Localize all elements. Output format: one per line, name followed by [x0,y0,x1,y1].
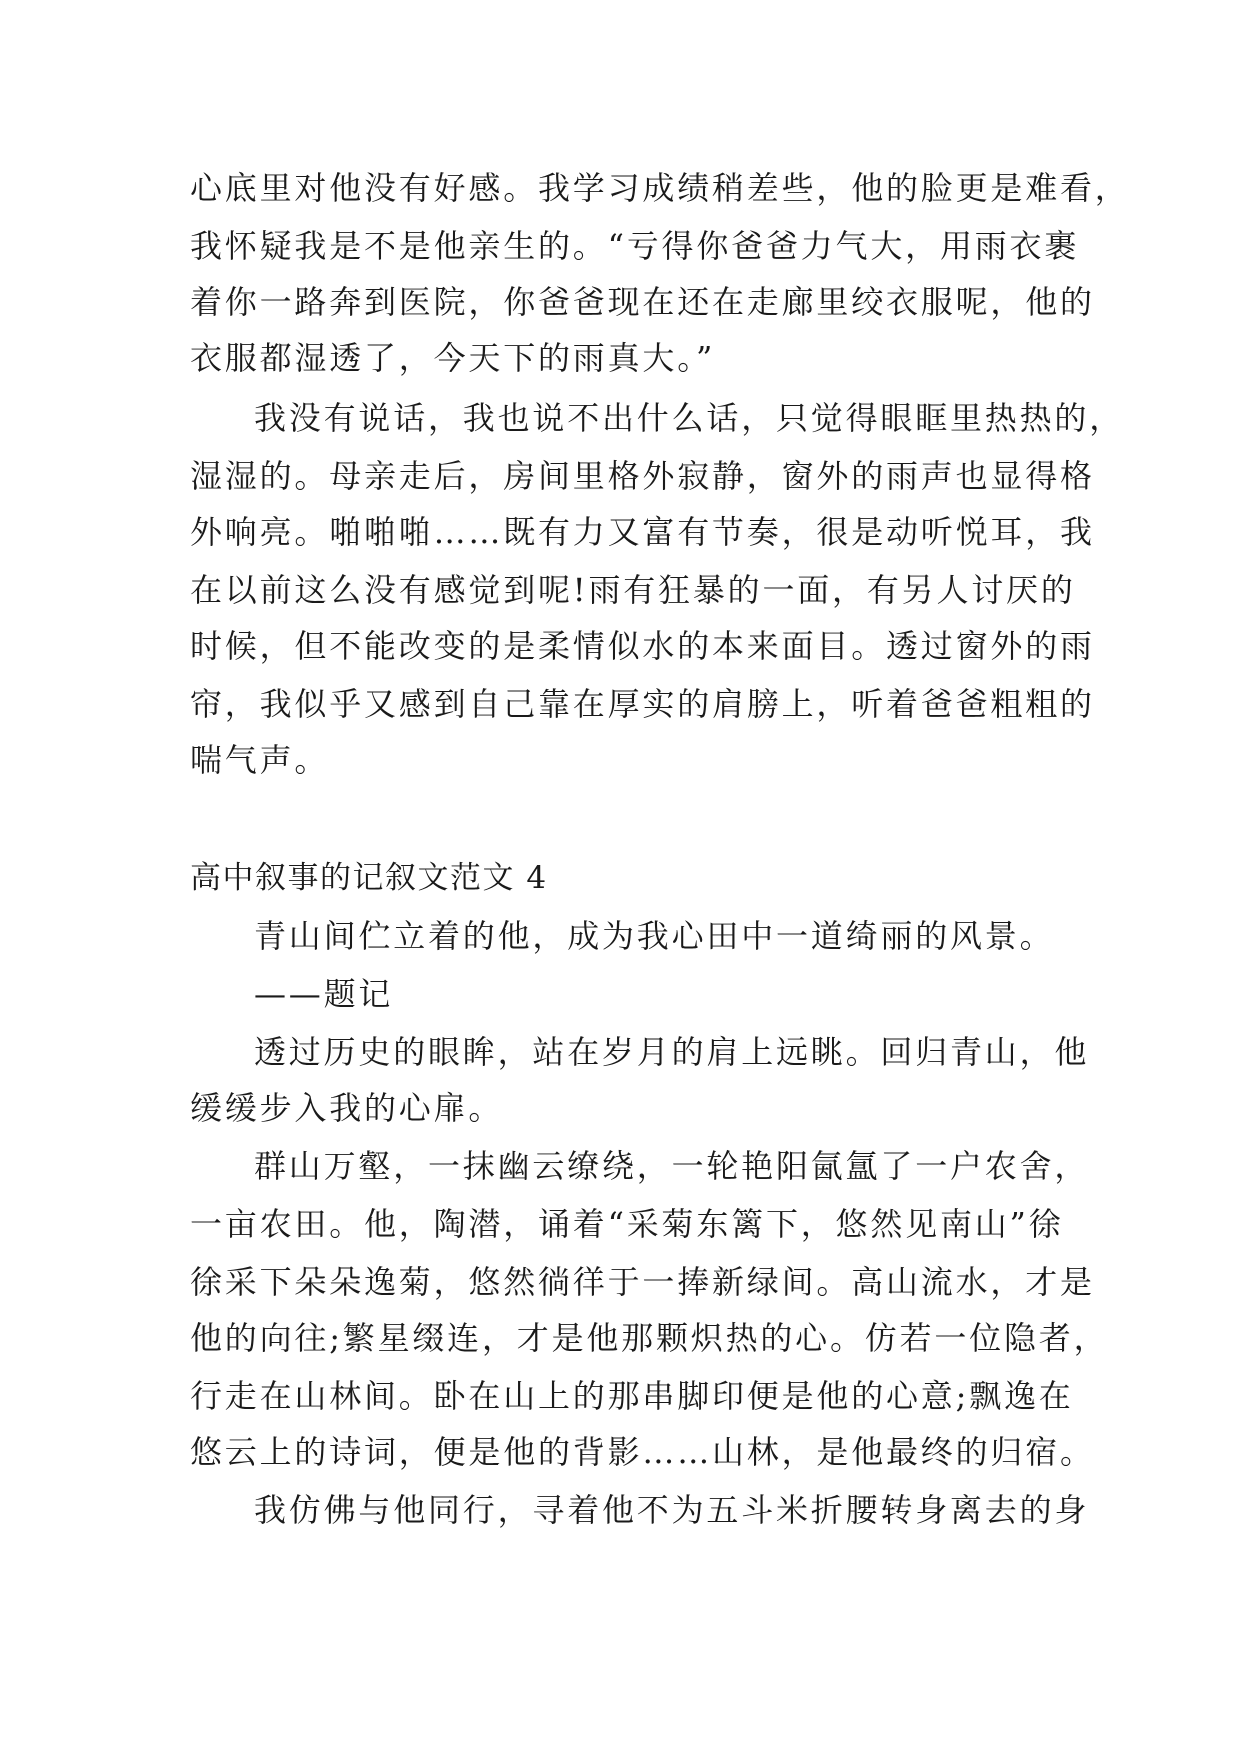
paragraph-line: 湿湿的。母亲走后，房间里格外寂静，窗外的雨声也显得格 [190,457,1095,495]
section-title: 高中叙事的记叙文范文 4 [190,860,548,896]
paragraph-line: 我没有说话，我也说不出什么话，只觉得眼眶里热热的， [254,399,1125,437]
paragraph-line: 一亩农田。他，陶潜，诵着“采菊东篱下，悠然见南山”徐 [190,1205,1064,1243]
paragraph-line: 徐采下朵朵逸菊，悠然徜徉于一捧新绿间。高山流水，才是 [190,1263,1095,1301]
paragraph-line: 心底里对他没有好感。我学习成绩稍差些，他的脸更是难看， [190,169,1130,207]
paragraph-line: 透过历史的眼眸，站在岁月的肩上远眺。回归青山，他 [254,1033,1090,1071]
paragraph-line: 外响亮。啪啪啪……既有力又富有节奏，很是动听悦耳，我 [190,513,1095,551]
paragraph-line: 行走在山林间。卧在山上的那串脚印便是他的心意;飘逸在 [190,1377,1074,1415]
epigraph-attribution: ——题记 [254,975,394,1013]
paragraph-line: 我仿佛与他同行，寻着他不为五斗米折腰转身离去的身 [254,1491,1090,1529]
paragraph-line: 时候，但不能改变的是柔情似水的本来面目。透过窗外的雨 [190,627,1095,665]
paragraph-line: 我怀疑我是不是他亲生的。“亏得你爸爸力气大，用雨衣裹 [190,227,1080,265]
paragraph-line: 他的向往;繁星缀连，才是他那颗炽热的心。仿若一位隐者， [190,1319,1109,1357]
paragraph-line: 群山万壑，一抹幽云缭绕，一轮艳阳氤氲了一户农舍， [254,1147,1090,1185]
epigraph-line: 青山间伫立着的他，成为我心田中一道绮丽的风景。 [254,917,1055,955]
paragraph-line: 悠云上的诗词，便是他的背影……山林，是他最终的归宿。 [190,1433,1095,1471]
paragraph-line: 着你一路奔到医院，你爸爸现在还在走廊里绞衣服呢，他的 [190,283,1095,321]
paragraph-line: 衣服都湿透了，今天下的雨真大。” [190,339,716,377]
paragraph-line: 帘，我似乎又感到自己靠在厚实的肩膀上，听着爸爸粗粗的 [190,685,1095,723]
paragraph-line: 缓缓步入我的心扉。 [190,1089,504,1127]
paragraph-line: 在以前这么没有感觉到呢!雨有狂暴的一面，有另人讨厌的 [190,571,1076,609]
paragraph-line: 喘气声。 [190,741,330,779]
